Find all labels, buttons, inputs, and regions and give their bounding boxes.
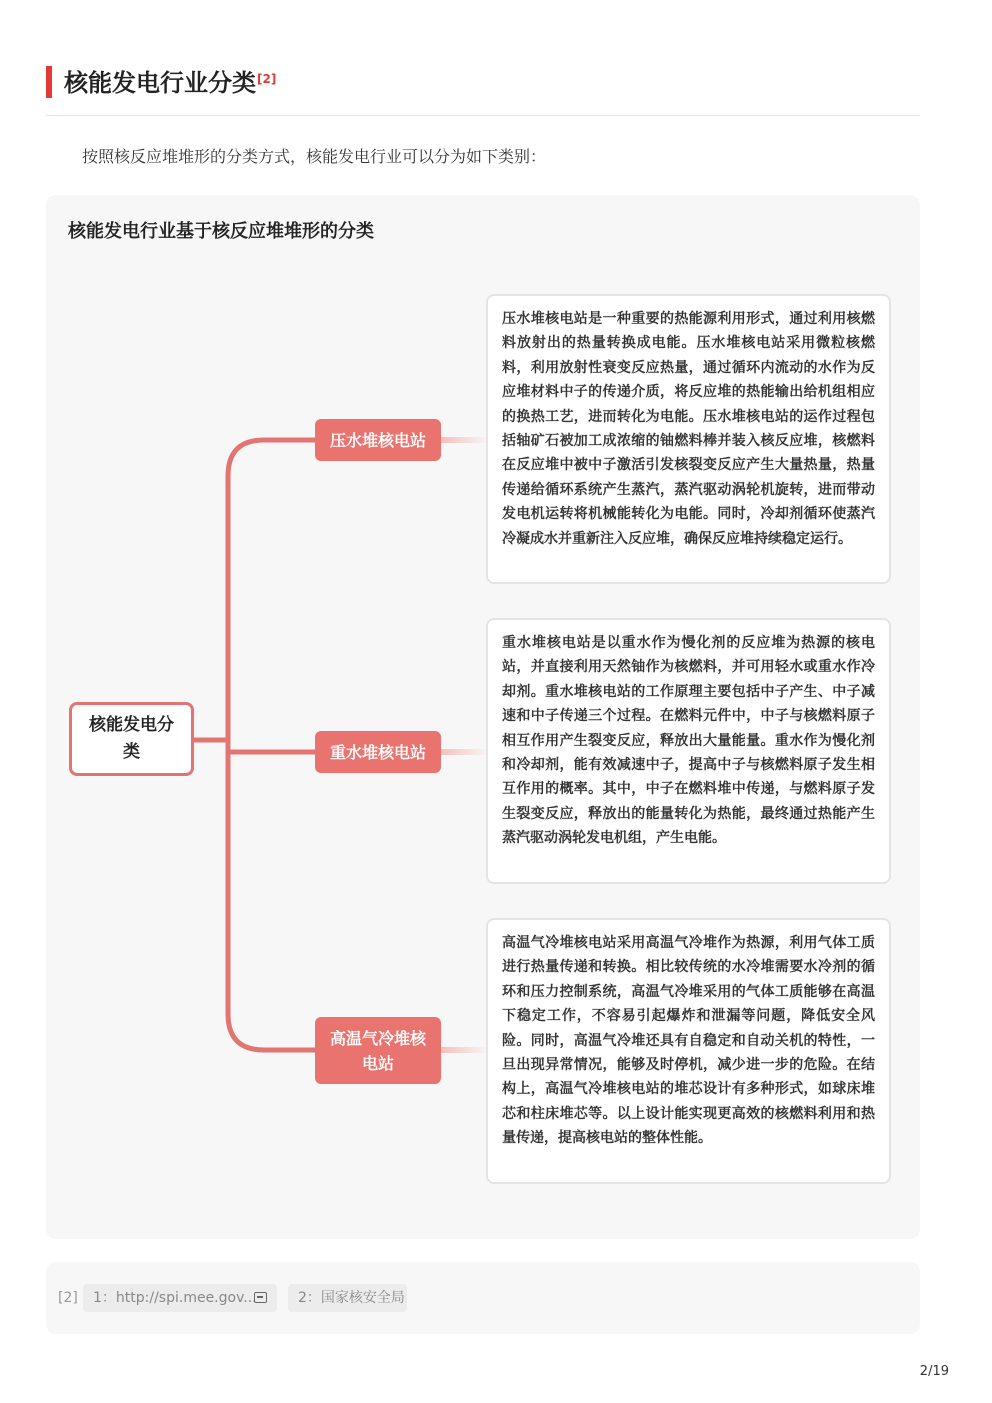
branch-node-pressurized-water: 压水堆核电站: [315, 419, 441, 461]
title-citation[interactable]: [2]: [257, 72, 277, 86]
panel-title: 核能发电行业基于核反应堆堆形的分类: [68, 221, 374, 242]
link-icon[interactable]: [254, 1292, 267, 1303]
page-number: 2/19: [919, 1364, 949, 1379]
connector-branch-3: [228, 740, 315, 1050]
fade-connector-3: [441, 1047, 489, 1053]
connector-branch-1: [228, 440, 315, 740]
branch-node-high-temp-gas: 高温气冷堆核电站: [315, 1017, 441, 1084]
description-high-temp-gas: 高温气冷堆核电站采用高温气冷堆作为热源，利用气体工质进行热量传递和转换。相比较传统的水冷堆需要水冷剂的循环和压力控制系统，高温气冷堆采用的气体工质能够在高温下稳定工作，不容易引起爆炸和泄漏等问题，降低安全风险。同时，高温气冷堆还具有自稳定和自动关机的特性，一旦出现异常情况，能够及时停机，减少进一步的危险。在结构上，高温气冷堆核电站的堆芯设计有多种形式，如球床堆芯和柱床堆芯等。以上设计能实现更高效的核燃料利用和热量传递，提高核电站的整体性能。: [486, 918, 891, 1184]
root-node: 核能发电分类: [69, 702, 194, 776]
branch-node-heavy-water: 重水堆核电站: [315, 731, 441, 773]
source-ref-label: [2]: [58, 1290, 78, 1306]
page-title: 核能发电行业分类[2]: [64, 69, 277, 97]
description-heavy-water: 重水堆核电站是以重水作为慢化剂的反应堆为热源的核电站，并直接利用天然铀作为核燃料，并可用轻水或重水作冷却剂。重水堆核电站的工作原理主要包括中子产生、中子减速和中子传递三个过程。在燃料元件中，中子与核燃料原子相互作用产生裂变反应，释放出大量能量。重水作为慢化剂和冷却剂，能有效减速中子，提高中子与核燃料原子发生相互作用的概率。其中，中子在燃料堆中传递，与燃料原子发生裂变反应，释放出的能量转化为热能，最终通过热能产生蒸汽驱动涡轮发电机组，产生电能。: [486, 618, 891, 884]
source-link-1-text: 1：http://spi.mee.gov...: [93, 1290, 257, 1306]
fade-connector-2: [441, 749, 489, 755]
fade-connector-1: [441, 437, 489, 443]
intro-text: 按照核反应堆堆形的分类方式，核能发电行业可以分为如下类别：: [82, 147, 547, 166]
source-link-2[interactable]: 2：国家核安全局: [288, 1284, 407, 1312]
source-link-1[interactable]: [83, 1284, 277, 1312]
description-pressurized-water: 压水堆核电站是一种重要的热能源利用形式，通过利用核燃料放射出的热量转换成电能。压水堆核电站采用微粒核燃料，利用放射性衰变反应热量，通过循环内流动的水作为反应堆材料中子的传递介质，将反应堆的热能输出给机组相应的换热工艺，进而转化为电能。压水堆核电站的运作过程包括轴矿石被加工成浓缩的铀燃料棒并装入核反应堆，核燃料在反应堆中被中子激活引发核裂变反应产生大量热量，热量传递给循环系统产生蒸汽，蒸汽驱动涡轮机旋转，进而带动发电机运转将机械能转化为电能。同时，冷却剂循环使蒸汽冷凝成水并重新注入反应堆，确保反应堆持续稳定运行。: [486, 294, 891, 584]
connector-branch-2: [228, 740, 315, 752]
